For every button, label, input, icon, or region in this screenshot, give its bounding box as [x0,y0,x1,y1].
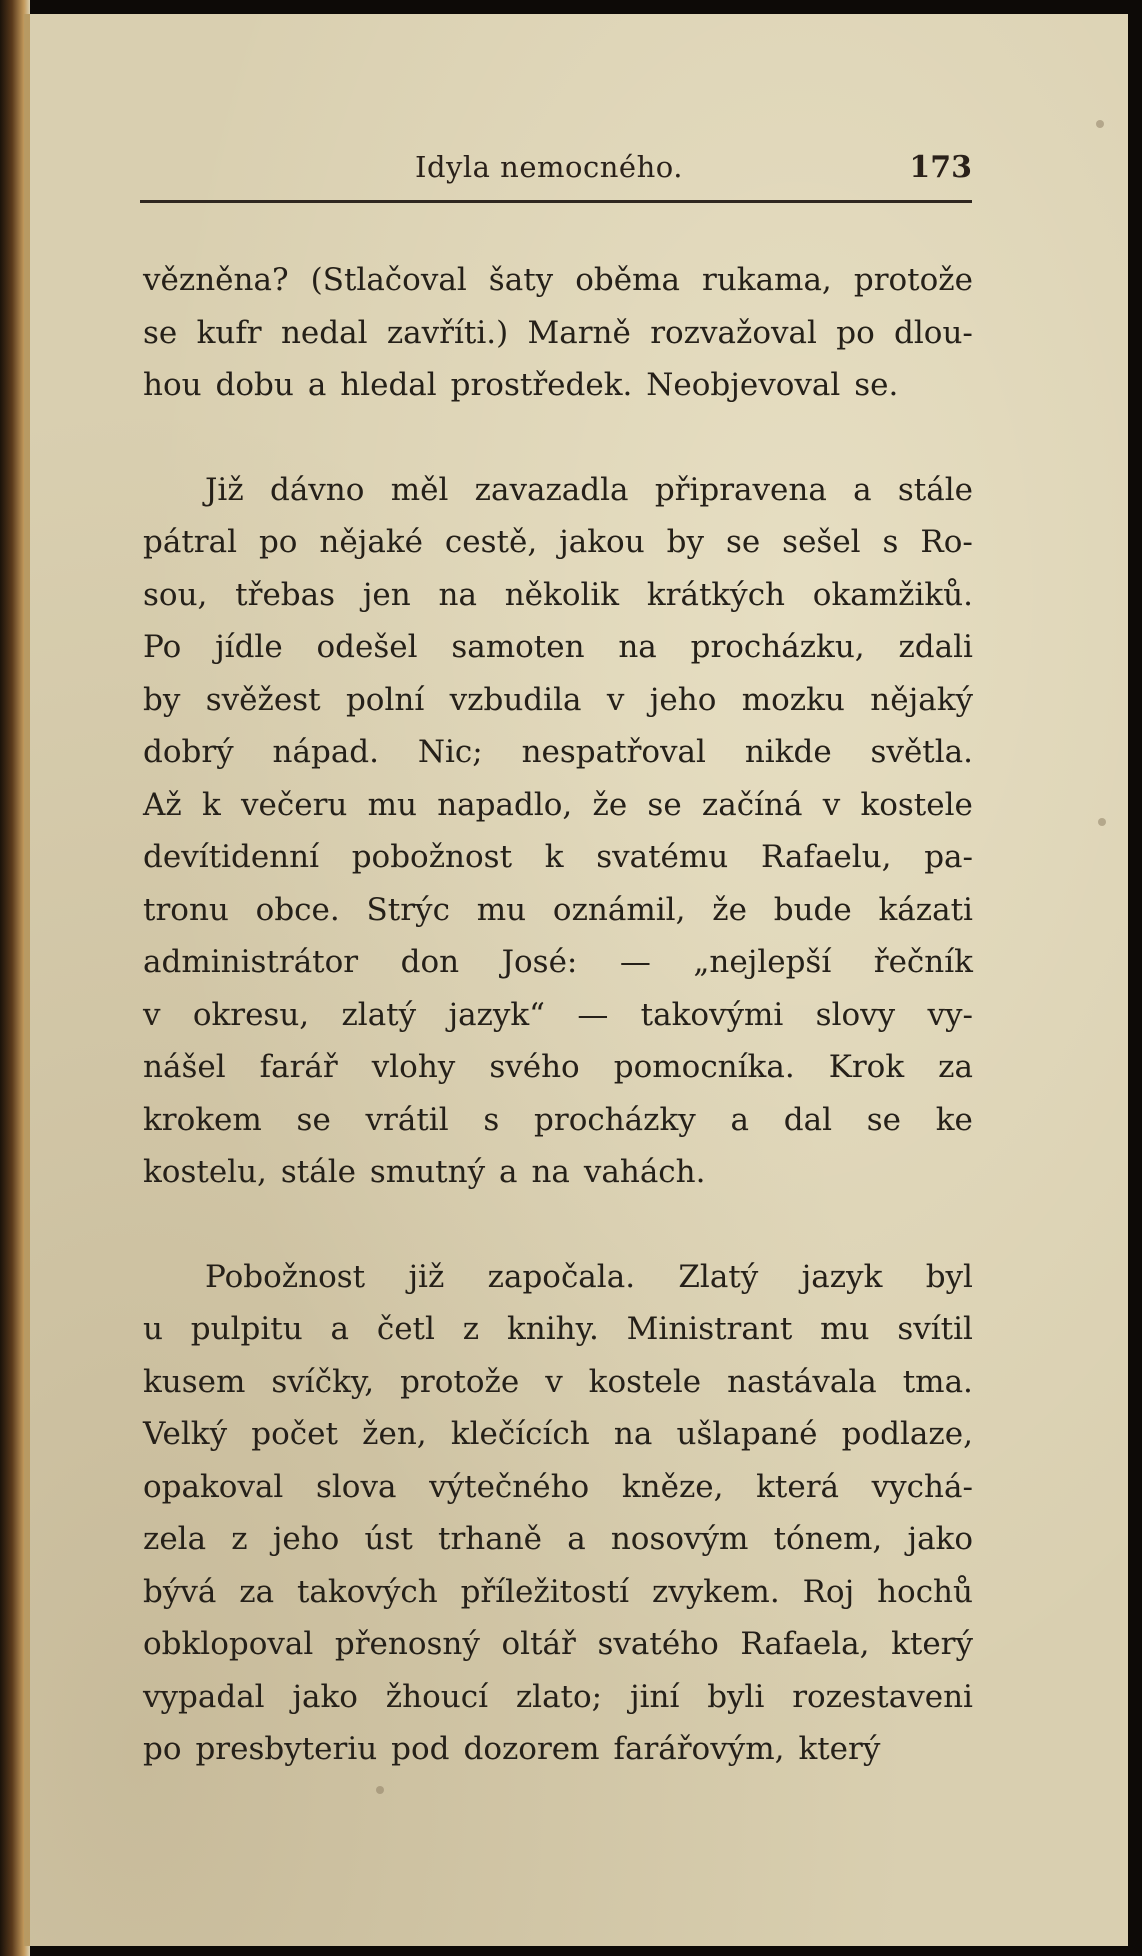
text-line: devítidenní pobožnost k svatému Rafaelu, pa- [143,839,973,875]
text-line: v okresu, zlatý jazyk“ — takovými slovy vy- [143,996,973,1033]
text-line: Velký počet žen, klečících na ušlapané podlaze, [143,1416,973,1452]
body-text [143,254,973,1776]
paper-speck [1096,120,1104,128]
text-line: po presbyteriu pod dozorem farářovým, který [143,1731,881,1767]
text-line: opakoval slova výtečného kněze, která vychá- [143,1468,973,1505]
text-line: u pulpitu a četl z knihy. Ministrant mu svítil [143,1311,973,1347]
paper-speck [1098,818,1106,826]
paragraph-gap [143,1199,973,1251]
paragraph-gap [143,412,973,464]
text-line: Již dávno měl zavazadla připravena a stále [205,471,973,508]
text-line: krokem se vrátil s procházky a dal se ke [143,1101,973,1138]
paper-speck [376,1786,384,1794]
text-line: Po jídle odešel samoten na procházku, zdali [143,629,973,665]
text-line: Pobožnost již započala. Zlatý jazyk byl [205,1258,973,1295]
text-line: vězněna? (Stlačoval šaty oběma rukama, protože [143,262,973,298]
text-line: sou, třebas jen na několik krátkých okamžiků. [143,576,973,613]
text-line: obklopoval přenosný oltář svatého Rafaela, který [143,1626,973,1662]
text-line: bývá za takových příležitostí zvykem. Roj hochů [143,1573,973,1610]
text-line: administrátor don José: — „nejlepší řečník [143,944,973,980]
text-line: pátral po nějaké cestě, jakou by se sešel s Ro- [143,524,973,560]
text-line: kostelu, stále smutný a na vahách. [143,1154,706,1190]
text-line: zela z jeho úst trhaně a nosovým tónem, jako [143,1521,973,1557]
header-title: Idyla nemocného. [415,150,683,184]
header-rule [140,200,972,203]
text-line: se kufr nedal zavříti.) Marně rozvažoval po dlou- [143,314,973,351]
text-line: vypadal jako žhoucí zlato; jiní byli rozestaveni [143,1678,973,1715]
text-line: Až k večeru mu napadlo, že se začíná v kostele [143,786,973,823]
text-line: tronu obce. Strýc mu oznámil, že bude kázati [143,891,973,928]
text-line: by svěžest polní vzbudila v jeho mozku nějaký [143,681,973,718]
text-line: kusem svíčky, protože v kostele nastávala tma. [143,1363,973,1400]
running-header [140,150,972,194]
page-number: 173 [909,150,972,185]
text-line: dobrý nápad. Nic; nespatřoval nikde světla. [143,734,973,770]
text-line: hou dobu a hledal prostředek. Neobjevoval se. [143,367,899,403]
text-line: nášel farář vlohy svého pomocníka. Krok za [143,1049,973,1085]
